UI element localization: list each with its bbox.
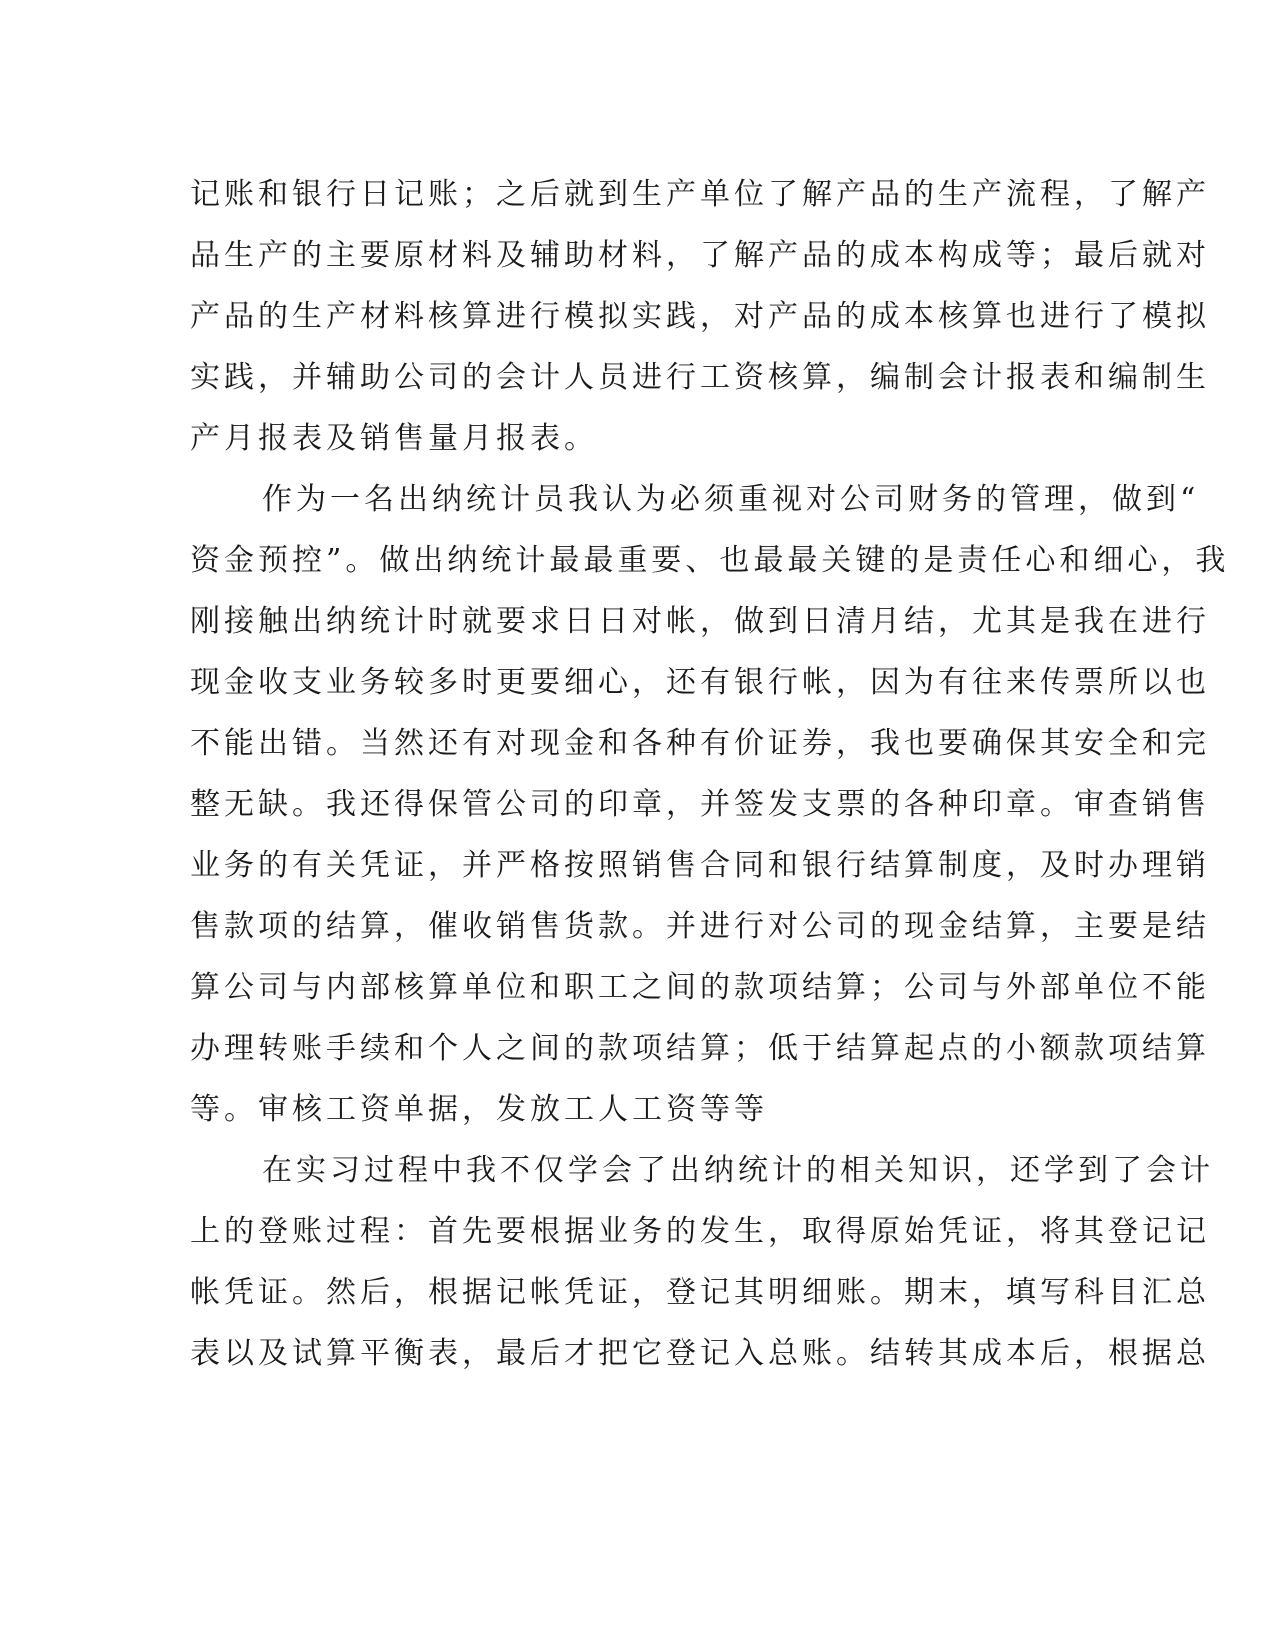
text-line: 在实习过程中我不仅学会了出纳统计的相关知识，还学到了会计: [262, 1153, 1214, 1188]
text-line: 整无缺。我还得保管公司的印章，并签发支票的各种印章。审查销售: [190, 787, 1210, 822]
text-line: 帐凭证。然后，根据记帐凭证，登记其明细账。期末，填写科目汇总: [190, 1275, 1210, 1310]
text-line: 产月报表及销售量月报表。: [190, 421, 598, 456]
body-text: [190, 164, 1230, 1384]
text-line: 产品的生产材料核算进行模拟实践，对产品的成本核算也进行了模拟: [190, 299, 1210, 334]
text-line: 实践，并辅助公司的会计人员进行工资核算，编制会计报表和编制生: [190, 360, 1210, 395]
text-line: 上的登账过程：首先要根据业务的发生，取得原始凭证，将其登记记: [190, 1214, 1210, 1249]
text-line: 现金收支业务较多时更要细心，还有银行帐，因为有往来传票所以也: [190, 665, 1210, 700]
text-line: 等。审核工资单据，发放工人工资等等: [190, 1092, 768, 1127]
text-line: 表以及试算平衡表，最后才把它登记入总账。结转其成本后，根据总: [190, 1336, 1210, 1371]
paragraph-2: [190, 469, 1230, 1140]
text-line: 算公司与内部核算单位和职工之间的款项结算；公司与外部单位不能: [190, 970, 1210, 1005]
text-line: 不能出错。当然还有对现金和各种有价证券，我也要确保其安全和完: [190, 726, 1210, 761]
text-line: 品生产的主要原材料及辅助材料，了解产品的成本构成等；最后就对: [190, 238, 1210, 273]
text-line: 作为一名出纳统计员我认为必须重视对公司财务的管理，做到“: [262, 482, 1200, 517]
text-line: 刚接触出纳统计时就要求日日对帐，做到日清月结，尤其是我在进行: [190, 604, 1210, 639]
text-line: 记账和银行日记账；之后就到生产单位了解产品的生产流程，了解产: [190, 177, 1210, 212]
text-line: 资金预控”。做出纳统计最最重要、也最最关键的是责任心和细心，我: [190, 543, 1230, 578]
paragraph-3: [190, 1140, 1214, 1384]
text-line: 业务的有关凭证，并严格按照销售合同和银行结算制度，及时办理销: [190, 848, 1210, 883]
text-line: 售款项的结算，催收销售货款。并进行对公司的现金结算，主要是结: [190, 909, 1210, 944]
text-line: 办理转账手续和个人之间的款项结算；低于结算起点的小额款项结算: [190, 1031, 1210, 1066]
paragraph-1: [190, 164, 1210, 469]
